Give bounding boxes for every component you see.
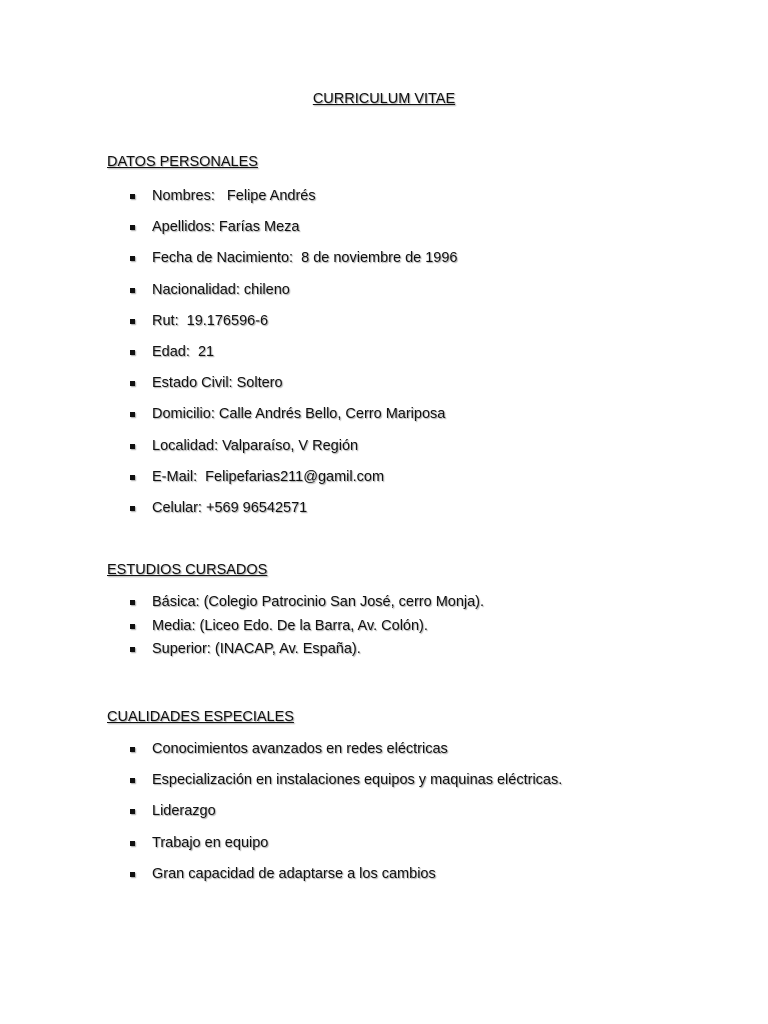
list-item-especializacion: Especialización en instalaciones equipos y maquinas eléctricas. [107,771,562,802]
qualities-list [107,740,562,896]
section-heading-studies: ESTUDIOS CURSADOS [107,562,268,578]
list-item-localidad: Localidad: Valparaíso, V Región [107,437,458,468]
list-item-email: E-Mail: Felipefarias211@gamil.com [107,468,458,499]
section-heading-personal: DATOS PERSONALES [107,154,258,170]
list-item-rut: Rut: 19.176596-6 [107,312,458,343]
list-item-fecha-nacimiento: Fecha de Nacimiento: 8 de noviembre de 1996 [107,249,458,280]
list-item-edad: Edad: 21 [107,343,458,374]
section-heading-qualities: CUALIDADES ESPECIALES [107,709,294,725]
list-item-nacionalidad: Nacionalidad: chileno [107,281,458,312]
list-item-superior: Superior: (INACAP, Av. España). [107,640,484,664]
list-item-media: Media: (Liceo Edo. De la Barra, Av. Colón). [107,617,484,641]
list-item-conocimientos: Conocimientos avanzados en redes eléctricas [107,740,562,771]
list-item-apellidos: Apellidos: Farías Meza [107,218,458,249]
list-item-celular: Celular: +569 96542571 [107,499,458,530]
studies-list [107,593,484,664]
list-item-basica: Básica: (Colegio Patrocinio San José, cerro Monja). [107,593,484,617]
list-item-estado-civil: Estado Civil: Soltero [107,374,458,405]
document-title: CURRICULUM VITAE [312,91,456,107]
personal-data-list [107,187,458,530]
list-item-adaptacion: Gran capacidad de adaptarse a los cambios [107,865,562,896]
list-item-liderazgo: Liderazgo [107,802,562,833]
list-item-trabajo-equipo: Trabajo en equipo [107,834,562,865]
list-item-domicilio: Domicilio: Calle Andrés Bello, Cerro Mariposa [107,405,458,436]
list-item-nombres: Nombres: Felipe Andrés [107,187,458,218]
